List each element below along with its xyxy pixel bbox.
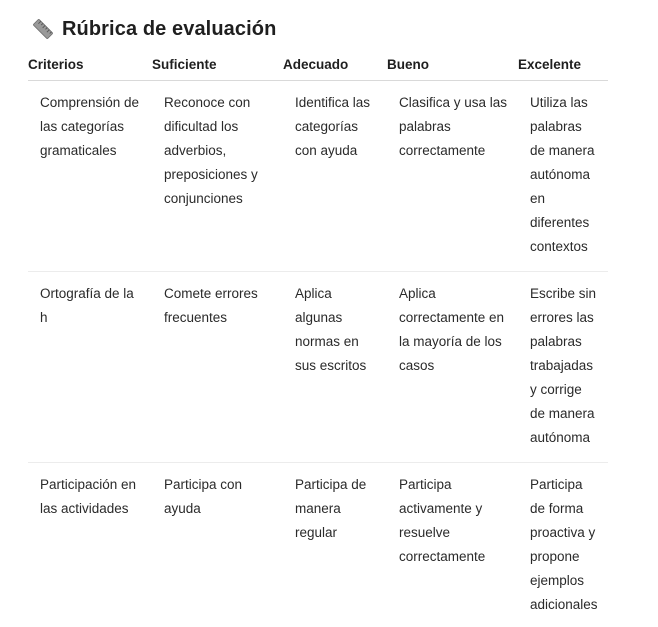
cell-adecuado: Participa de manera regular [295,477,367,540]
page-title: Rúbrica de evaluación [62,17,277,40]
cell-excelente: Participa de forma proactiva y propone ejemplos adicionales [530,477,598,612]
rubric-table [28,50,608,627]
cell-bueno: Clasifica y usa las palabras correctamente [387,81,518,272]
cell-suficiente: Reconoce con dificultad los adverbios, preposiciones y conjunciones [152,81,283,272]
cell-criterio: Participación en las actividades [40,477,137,516]
cell-criterio: Comprensión de las categorías gramaticales [28,81,152,272]
column-header-adecuado: Adecuado [283,50,387,81]
ruler-icon [30,16,56,42]
cell-criterio: Ortografía de la h [28,272,152,463]
table-row [28,463,608,627]
column-header-excelente: Excelente [518,50,608,81]
table-row [28,272,608,463]
table-header-row [28,50,608,81]
cell-excelente: Utiliza las palabras de manera autónoma en diferentes contextos [518,81,608,272]
cell-suficiente: Participa con ayuda [164,477,243,516]
table-row [28,81,608,272]
column-header-criterios: Criterios [28,50,152,81]
cell-bueno: Aplica correctamente en la mayoría de los casos [387,272,518,463]
cell-adecuado: Identifica las categorías con ayuda [283,81,387,272]
cell-bueno: Participa activamente y resuelve correctamente [399,477,486,564]
cell-adecuado: Aplica algunas normas en sus escritos [283,272,387,463]
cell-suficiente: Comete errores frecuentes [152,272,283,463]
column-header-bueno: Bueno [387,50,518,81]
page-heading [30,14,276,44]
column-header-suficiente: Suficiente [152,50,283,81]
cell-excelente: Escribe sin errores las palabras trabajadas y corrige de manera autónoma [518,272,608,463]
